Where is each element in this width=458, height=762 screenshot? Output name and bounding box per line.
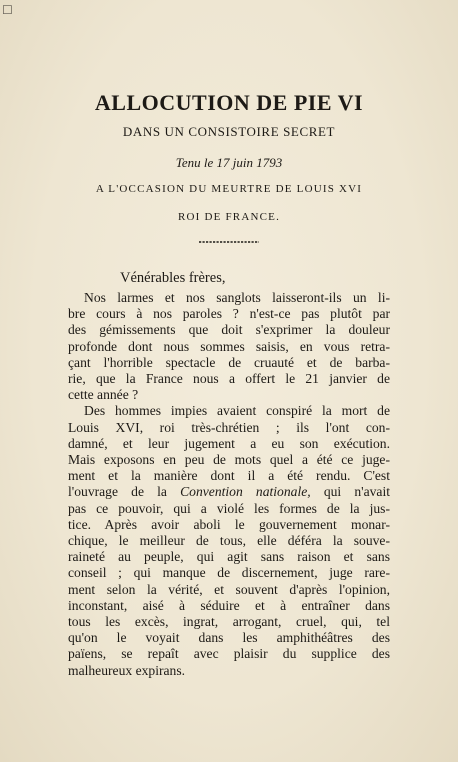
text-line-mixed [68,484,390,500]
text-line: chique, le meilleur de tous, elle déféra la souve- [68,533,390,549]
occasion-line-2: ROI DE FRANCE. [177,211,281,223]
text-line: ment selon la vérité, et souvent d'après l'opinion, [68,581,390,597]
text-line: bre cours à nos paroles ? n'est-ce pas plutôt par [68,306,390,322]
text-line: qu'on le voyait dans les amphithéâtres des [68,630,390,646]
text-line: inconstant, aisé à séduire et à entraîner dans [68,597,390,613]
text-line: profonde dont nous sommes saisis, en vous retra- [68,338,390,354]
text-line: conseil ; qui manque de discernement, juge rare- [68,565,390,581]
document-title: ALLOCUTION DE PIE VI [94,90,364,115]
document-date: Tenu le 17 juin 1793 [175,155,283,170]
text-line: Nos larmes et nos sanglots laisseront-ils un li- [84,290,390,305]
text-line: malheureux expirans. [68,662,186,678]
italic-phrase: Convention nationale, [180,484,311,500]
body-text [68,290,390,679]
text-line: des gémissements que doit s'exprimer la douleur [68,322,390,338]
text-line: pas ce pouvoir, qui a violé les formes de la jus- [68,500,390,516]
text-line: çant l'horrible spectacle de cruauté et de barba- [68,354,390,370]
occasion-line-1: A L'OCCASION DU MEURTRE DE LOUIS XVI [95,183,363,195]
text-line: cette année ? [68,387,139,403]
text-run: l'ouvrage de la [68,484,181,500]
text-line: ment et la manière dont il a été rendu. C'est [68,468,390,484]
ornament-rule [199,240,259,244]
text-line: damné, et leur jugement a eu son exécution. [68,435,390,451]
text-line: païens, se repaît avec plaisir du supplice des [68,646,390,662]
text-line: Louis XVI, roi très-chrétien ; ils l'ont con- [68,419,390,435]
text-line: Des hommes impies avaient conspiré la mort de [84,403,390,419]
text-line: tice. Après avoir aboli le gouvernement monar- [68,516,390,532]
paragraph-2 [68,403,390,678]
text-line: rie, que la France nous a offert le 21 janvier de [68,371,390,387]
corner-mark: ☐ [2,3,13,17]
paragraph-1 [68,290,390,403]
salutation: Vénérables frères, [120,270,226,286]
text-line: raineté au peuple, qui agit sans raison et sans [68,549,390,565]
text-run: qui n'avait [310,484,390,500]
text-line: Mais exposons en peu de mots quel a été ce juge- [68,452,390,468]
text-line: tous les excès, ingrat, arrogant, cruel, qui, tel [68,614,390,630]
document-subtitle: DANS UN CONSISTOIRE SECRET [122,124,336,139]
